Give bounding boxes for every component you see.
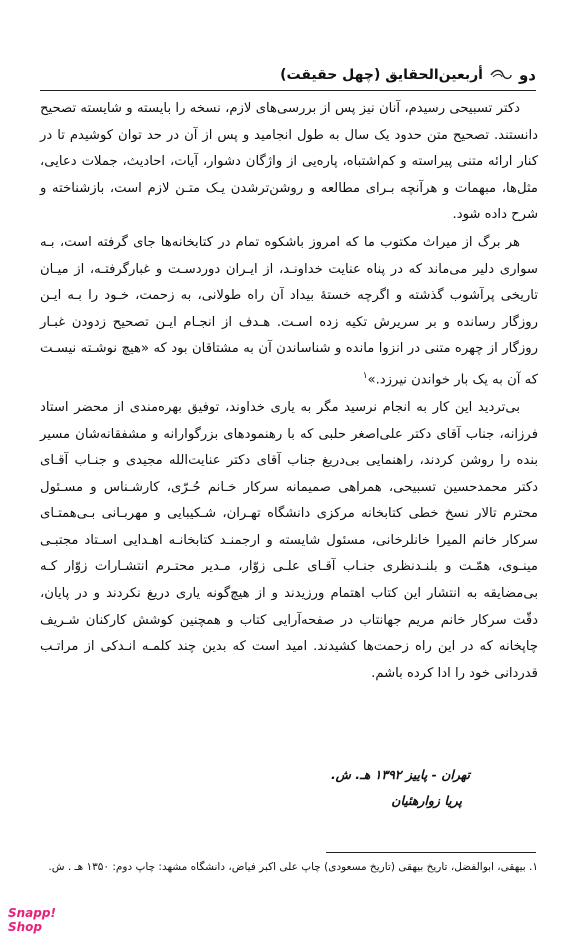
paragraph-1: دکتر تسبیحی رسیدم، آنان نیز پس از بررسی‌های لازم، نسخه را بایسته و شایسته تصحیح دانستند. تصحیح متن حدود یک سال به طول انجامید و پس از آن در حد توان کوشیدم تا در کنار ارائه متنی پیراسته و کم‌اشتباه، پاره‌یی از واژگان دشوار، آیات، احادیث، جملات دعایی، مثل‌ها، مبهمات و هرآنچه بـرای مطالعه و روشن‌ترشدن یـک متـن لازم است، بازشناخته و شرح داده شود. xyxy=(40,101,538,223)
page-number: دو xyxy=(518,66,536,84)
watermark-logo xyxy=(8,906,68,934)
footnote-marker: ۱ xyxy=(362,370,368,381)
ornament-icon xyxy=(489,69,513,81)
page-header xyxy=(40,60,536,91)
paragraph-2 xyxy=(40,230,538,394)
footnote: ۱. بیهقی، ابوالفضل، تاریخ بیهقی (تاریخ مسعودی) چاپ علی اکبر فیاض، دانشگاه مشهد: چاپ دوم: ۱۳۵۰ هـ . ش. xyxy=(48,861,538,873)
main-text xyxy=(40,96,538,687)
signature-name: پریا زوارهئیان xyxy=(391,793,462,808)
signature-place-date: تهران - پاییز ۱۳۹۲ هـ. ش. xyxy=(330,767,470,782)
footnote-divider xyxy=(326,852,536,853)
signature-block xyxy=(320,762,470,814)
watermark-line-1: Snapp! xyxy=(8,906,56,920)
paragraph-3: بی‌تردید این کار به انجام نرسید مگر به یاری خداوند، توفیق بهره‌مندی از محضر استاد فرزانه، جناب آقای دکتر علی‌اصغر حلبی که با رهنمودهای بزرگوارانه و مشفقانه‌شان مسیر بنده را روشن کردند، راهنمایی بی‌دریغ جناب آقای دکتر عنایت‌الله مجیدی و جنـاب آقـای دکتر محمدحسین تسبیحی، همراهی صمیمانه سرکار خـانم حُـرّی، کارشـناس و مسـئول محترم تالار نسخ خطی کتابخانه مرکزی دانشگاه تهـران، شـکیبایی و مهربـانی بـی‌همتـای سرکار خانم المیرا خانلرخانی، مسئول شایسته و ارجمنـد کتابخانـه اهـدایی اسـتاد مجتبـی مینـوی، همّـت و بلنـدنظری جنـاب آقـای علـی زوّار، مـدیر محتـرم انتشـارات زوّار کـه بی‌مضایقه به انتشار این کتاب اهتمام ورزیدند و از هیچ‌گونه یاری دریغ نکردند و در پایان، دقّت سرکار خانم مریم جهانتاب در صفحه‌آرایی کتاب و همچنین کوشش کارکنان شـریف چاپخانه که در این راه زحمت‌ها کشیدند. امید است که بدین چند کلمـه انـدکی از مراتـب قدردانی خود را ادا کرده باشم. xyxy=(40,399,538,681)
watermark-line-2: Shop xyxy=(8,920,43,934)
paragraph-2-text: هر برگ از میراث مکتوب ما که امروز باشکوه تمام در کتابخانه‌ها جای گرفته است، بـه سواری دلیر می‌ماند که در پناه عنایت خداونـد، از ایـران دوردسـت و غبارگرفتـه، از میـان تاریخی پرآشوب گذشته و اگرچه خستهٔ بیداد آن راه طولانی، به زحمت، خـود را بـه ایـن روزگار رسانده و بر سریرش تکیه زده اسـت. هـدف از انجـام ایـن تصحیح زدودن غبـار روزگار از چهره متنی در انزوا مانده و شناساندن آن به مشتاقان بود که «هیچ نوشـته نیسـت که آن به یک بار خواندن نیرزد.» xyxy=(40,234,538,388)
book-title: أربعين‌الحقايق (چهل حقيقت) xyxy=(280,67,483,83)
